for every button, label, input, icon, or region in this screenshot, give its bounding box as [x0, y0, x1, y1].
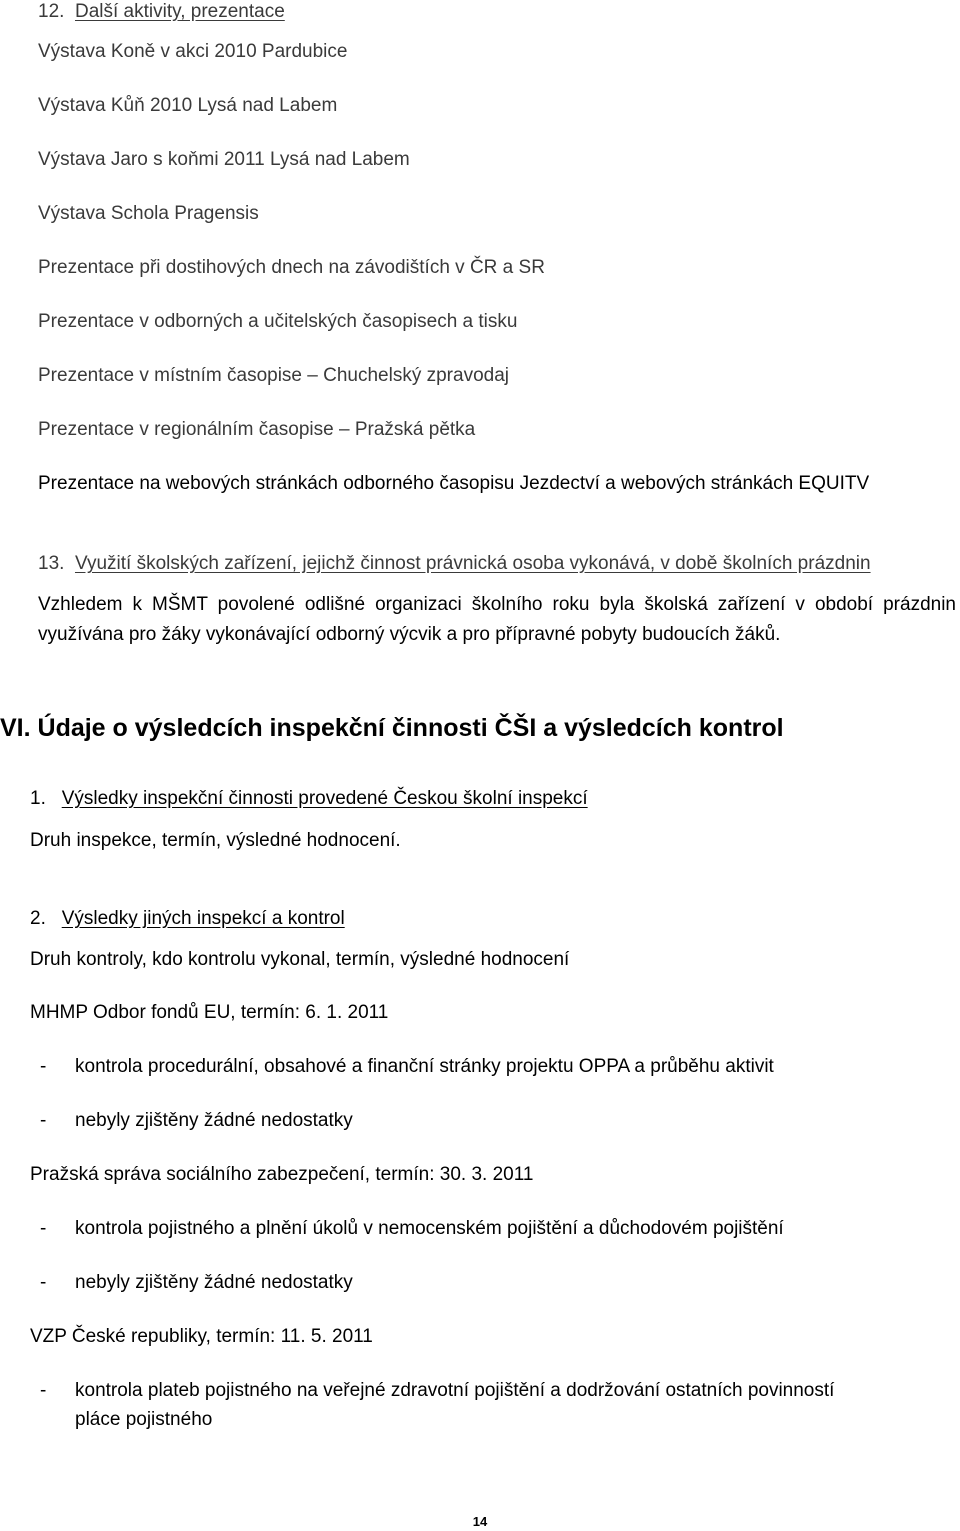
activity-item: Prezentace na webových stránkách odborného časopisu Jezdectví a webových stránkách EQUITV [38, 473, 870, 494]
bullet-continuation: pláce pojistného [75, 1409, 213, 1430]
bullet-text: kontrola plateb pojistného na veřejné zdravotní pojištění a dodržování ostatních povinností [75, 1380, 835, 1401]
chapter-title: VI. Údaje o výsledcích inspekční činnosti ČŠI a výsledcích kontrol [0, 714, 784, 742]
subsection-1-text: Druh inspekce, termín, výsledné hodnocení. [30, 830, 401, 851]
subsection-1-heading [30, 787, 588, 811]
section-12-title: Další aktivity, prezentace [74, 1, 285, 22]
activity-item: Výstava Schola Pragensis [38, 203, 259, 224]
subsection-2-number: 2. [30, 908, 46, 929]
activity-item: Výstava Jaro s koňmi 2011 Lysá nad Labem [38, 149, 410, 170]
section-12-heading [38, 0, 285, 24]
inspection-header: VZP České republiky, termín: 11. 5. 2011 [30, 1326, 373, 1347]
dash-marker: - [40, 1380, 47, 1401]
section-13-number: 13. [38, 553, 65, 574]
subsection-2-heading [30, 907, 345, 931]
activity-item: Prezentace v odborných a učitelských časopisech a tisku [38, 311, 518, 332]
dash-marker: - [40, 1110, 47, 1131]
section-13-paragraph: Vzhledem k MŠMT povolené odlišné organizaci školního roku byla školská zařízení v období prázdnin využívána pro žáky vykonávající odborný výcvik a pro přípravné pobyty budoucích žáků. [38, 594, 956, 645]
section-13-heading [38, 552, 871, 576]
inspection-header: MHMP Odbor fondů EU, termín: 6. 1. 2011 [30, 1002, 389, 1023]
section-13-title: Využití školských zařízení, jejichž činnost právnická osoba vykonává, v době školních prázdnin [74, 553, 871, 574]
dash-marker: - [40, 1056, 47, 1077]
page-number: 14 [472, 1514, 488, 1529]
activity-item: Výstava Kůň 2010 Lysá nad Labem [38, 95, 338, 116]
activity-item: Prezentace v místním časopise – Chuchelský zpravodaj [38, 365, 509, 386]
dash-marker: - [40, 1218, 47, 1239]
bullet-text: nebyly zjištěny žádné nedostatky [75, 1110, 353, 1131]
activity-item: Prezentace v regionálním časopise – Pražská pětka [38, 419, 476, 440]
subsection-2-title: Výsledky jiných inspekcí a kontrol [61, 908, 345, 929]
activity-item: Prezentace při dostihových dnech na závodištích v ČR a SR [38, 257, 545, 278]
subsection-1-title: Výsledky inspekční činnosti provedené Českou školní inspekcí [61, 788, 588, 809]
section-12-number: 12. [38, 1, 65, 22]
bullet-text: kontrola pojistného a plnění úkolů v nemocenském pojištění a důchodovém pojištění [75, 1218, 784, 1239]
subsection-2-intro: Druh kontroly, kdo kontrolu vykonal, termín, výsledné hodnocení [30, 949, 570, 970]
bullet-text: kontrola procedurální, obsahové a finanční stránky projektu OPPA a průběhu aktivit [75, 1056, 774, 1077]
bullet-text: nebyly zjištěny žádné nedostatky [75, 1272, 353, 1293]
activity-item: Výstava Koně v akci 2010 Pardubice [38, 41, 348, 62]
subsection-1-number: 1. [30, 788, 46, 809]
inspection-header: Pražská správa sociálního zabezpečení, termín: 30. 3. 2011 [30, 1164, 534, 1185]
dash-marker: - [40, 1272, 47, 1293]
